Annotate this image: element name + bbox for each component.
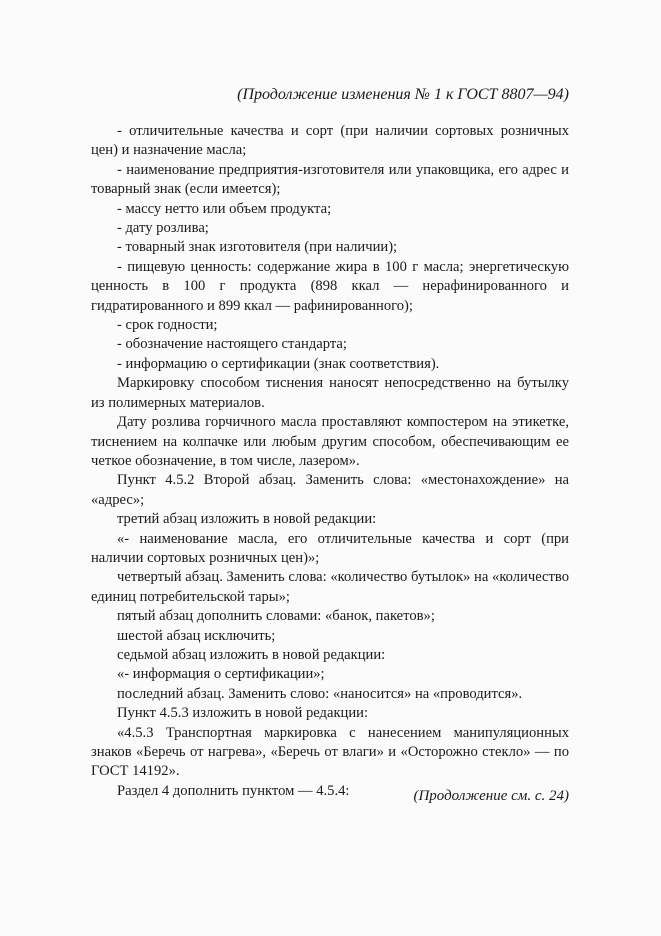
paragraph: Пункт 4.5.3 изложить в новой редакции: (117, 705, 369, 722)
paragraph: - товарный знак изготовителя (при наличии); (117, 239, 398, 256)
paragraph: «- информация о сертификации»; (117, 666, 325, 683)
paragraph: - информацию о сертификации (знак соответствия). (117, 355, 440, 372)
paragraph: пятый абзац дополнить словами: «банок, пакетов»; (117, 608, 435, 625)
paragraph: седьмой абзац изложить в новой редакции: (117, 646, 386, 663)
paragraph: - срок годности; (117, 317, 218, 334)
paragraph: шестой абзац исключить; (117, 627, 276, 644)
paragraph: последний абзац. Заменить слово: «наносится» на «проводится». (117, 685, 523, 702)
paragraph: «4.5.3 Транспортная маркировка с нанесением манипуляционных знаков «Беречь от нагрева», «Беречь от влаги» и «Осторожно стекло» — по ГОСТ 14192». (91, 724, 569, 780)
paragraph: - дату розлива; (117, 220, 209, 237)
paragraph: четвертый абзац. Заменить слова: «количество бутылок» на «количество единиц потребительской тары»; (91, 569, 569, 605)
paragraph: - обозначение настоящего стандарта; (117, 336, 347, 353)
page-footer: (Продолжение см. с. 24) (413, 788, 569, 804)
paragraph: - наименование предприятия-изготовителя или упаковщика, его адрес и товарный знак (если имеется); (91, 161, 569, 198)
paragraph: Раздел 4 дополнить пунктом — 4.5.4: (117, 782, 350, 799)
paragraph: «- наименование масла, его отличительные качества и сорт (при наличии сортовых розничных цен)»; (91, 530, 569, 566)
paragraph: - пищевую ценность: содержание жира в 100 г масла; энергетическую ценность в 100 г продукта (898 ккал — нерафинированного и гидратированного и 899 ккал — рафинированного); (91, 258, 569, 314)
document-body (91, 122, 569, 801)
paragraph: Дату розлива горчичного масла проставляют компостером на этикетке, тиснением на колпачке или любым другим способом, обеспечивающим ее четкое обозначение, в том числе, лазером». (91, 414, 569, 469)
paragraph: Маркировку способом тиснения наносят непосредственно на бутылку из полимерных материалов. (91, 375, 569, 411)
paragraph: - массу нетто или объем продукта; (117, 200, 332, 217)
paragraph: третий абзац изложить в новой редакции: (117, 511, 377, 528)
page-header: (Продолжение изменения № 1 к ГОСТ 8807—94) (237, 86, 569, 103)
paragraph: - отличительные качества и сорт (при наличии сортовых розничных цен) и назначение масла; (91, 123, 569, 159)
paragraph: Пункт 4.5.2 Второй абзац. Заменить слова: «местонахождение» на «адрес»; (91, 472, 569, 508)
